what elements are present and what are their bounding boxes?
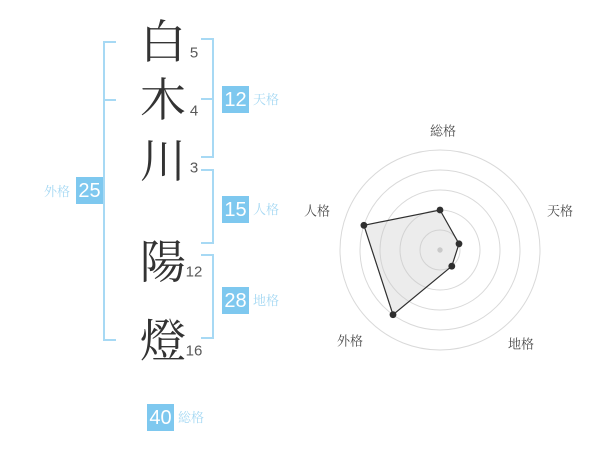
name-char: 燈 bbox=[140, 315, 186, 367]
name-char: 木 bbox=[140, 74, 186, 126]
bracket-line bbox=[212, 254, 214, 339]
name-char: 川 bbox=[140, 135, 186, 187]
radar-data-point bbox=[361, 222, 368, 229]
radar-axis-label: 地格 bbox=[507, 336, 535, 352]
stroke-count: 4 bbox=[189, 102, 199, 120]
bracket-tick bbox=[201, 38, 214, 40]
name-char: 白 bbox=[140, 16, 186, 68]
chikaku-label: 地格 bbox=[253, 293, 280, 308]
chikaku-value-box: 28 bbox=[222, 287, 249, 314]
bracket-tick bbox=[201, 98, 214, 100]
radar-chart bbox=[290, 95, 590, 385]
stroke-count: 3 bbox=[189, 159, 199, 177]
bracket-tick bbox=[201, 254, 214, 256]
radar-data-point bbox=[437, 207, 444, 214]
soukaku-value-box: 40 bbox=[147, 404, 174, 431]
bracket-tick bbox=[103, 339, 116, 341]
bracket-line bbox=[212, 169, 214, 244]
tenkaku-label: 天格 bbox=[253, 92, 280, 107]
name-char: 陽 bbox=[140, 236, 186, 288]
gaikaku-label: 外格 bbox=[43, 184, 70, 199]
soukaku-label: 総格 bbox=[178, 410, 205, 425]
radar-data-point bbox=[448, 263, 455, 270]
bracket-tick bbox=[201, 337, 214, 339]
stroke-count: 12 bbox=[185, 263, 203, 281]
bracket-tick bbox=[201, 156, 214, 158]
radar-axis-label: 外格 bbox=[336, 333, 364, 349]
jinkaku-value-box: 15 bbox=[222, 196, 249, 223]
stroke-count: 5 bbox=[189, 44, 199, 62]
bracket-tick bbox=[201, 242, 214, 244]
tenkaku-value-box: 12 bbox=[222, 86, 249, 113]
bracket-tick bbox=[103, 41, 116, 43]
radar-data-point bbox=[390, 311, 397, 318]
bracket-tick bbox=[103, 99, 116, 101]
bracket-line bbox=[103, 41, 105, 341]
radar-axis-label: 天格 bbox=[546, 203, 574, 219]
jinkaku-label: 人格 bbox=[253, 202, 280, 217]
radar-axis-label: 総格 bbox=[429, 123, 457, 139]
stroke-count: 16 bbox=[185, 342, 203, 360]
radar-axis-label: 人格 bbox=[303, 203, 331, 219]
radar-polygon bbox=[364, 210, 459, 315]
radar-data-point bbox=[456, 240, 463, 247]
radar-center-dot bbox=[437, 247, 442, 252]
bracket-tick bbox=[201, 169, 214, 171]
gaikaku-value-box: 25 bbox=[76, 177, 103, 204]
